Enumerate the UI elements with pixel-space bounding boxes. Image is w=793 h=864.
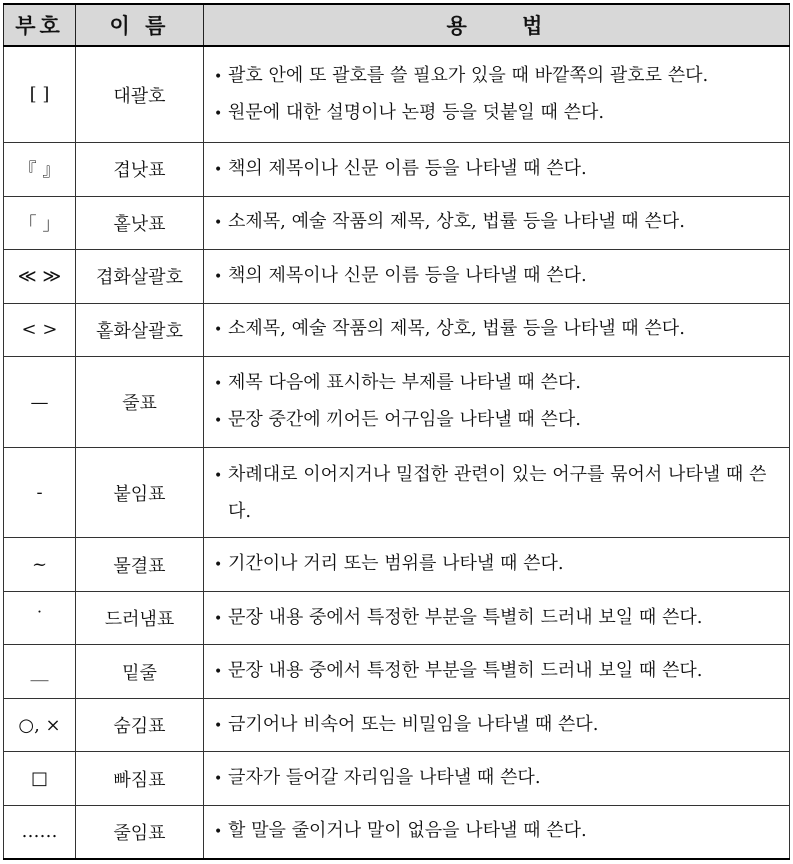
name-cell: 물결표 (76, 538, 204, 592)
symbol-cell: [ ] (4, 46, 76, 143)
usage-text: 소제목, 예술 작품의 제목, 상호, 법률 등을 나타낼 때 쓴다. (228, 211, 685, 233)
bullet-icon: • (214, 322, 223, 339)
usage-text: 문장 내용 중에서 특정한 부분을 특별히 드러내 보일 때 쓴다. (228, 606, 703, 628)
usage-item (214, 402, 781, 439)
name-cell: 줄임표 (76, 805, 204, 859)
name-cell: 줄표 (76, 357, 204, 448)
usage-item (214, 457, 781, 529)
usage-text: 책의 제목이나 신문 이름 등을 나타낼 때 쓴다. (228, 264, 587, 286)
punctuation-table-container (3, 3, 789, 860)
name-cell: 붙임표 (76, 447, 204, 538)
usage-item (214, 204, 781, 241)
table-row (4, 303, 790, 357)
usage-text: 금기어나 비속어 또는 비밀임을 나타낼 때 쓴다. (228, 713, 599, 735)
table-row (4, 645, 790, 699)
name-cell: 겹화살괄호 (76, 250, 204, 304)
bullet-icon: • (214, 717, 223, 734)
usage-item (214, 760, 781, 797)
usage-text: 할 말을 줄이거나 말이 없음을 나타낼 때 쓴다. (228, 820, 587, 842)
bullet-icon: • (214, 557, 223, 574)
usage-text: 차례대로 이어지거나 밀접한 관련이 있는 어구를 묶어서 나타낼 때 쓴다. (228, 463, 767, 522)
bullet-icon: • (214, 413, 223, 429)
usage-item (214, 546, 781, 583)
usage-cell (204, 303, 790, 357)
header-symbol: 부호 (4, 4, 76, 46)
table-row (4, 752, 790, 806)
usage-cell (204, 591, 790, 645)
name-cell: 빠짐표 (76, 752, 204, 806)
usage-cell (204, 538, 790, 592)
bullet-icon: • (214, 161, 223, 178)
usage-cell (204, 805, 790, 859)
bullet-icon: • (214, 376, 223, 392)
table-row (4, 46, 790, 143)
table-body (4, 46, 790, 859)
symbol-cell: ≪ ≫ (4, 250, 76, 304)
usage-item (214, 58, 781, 95)
usage-cell (204, 143, 790, 197)
usage-text: 괄호 안에 또 괄호를 쓸 필요가 있을 때 바깥쪽의 괄호로 쓴다. (228, 64, 709, 86)
usage-item (214, 653, 781, 690)
symbol-cell: - (4, 447, 76, 538)
usage-item (214, 600, 781, 637)
usage-cell (204, 250, 790, 304)
usage-item (214, 813, 781, 850)
table-row (4, 196, 790, 250)
symbol-cell: …… (4, 805, 76, 859)
usage-text: 원문에 대한 설명이나 논평 등을 덧붙일 때 쓴다. (228, 101, 605, 123)
bullet-icon: • (214, 215, 223, 232)
bullet-icon: • (214, 771, 223, 788)
bullet-icon: • (214, 105, 223, 122)
table-row (4, 357, 790, 448)
usage-text: 기간이나 거리 또는 범위를 나타낼 때 쓴다. (228, 553, 564, 575)
symbol-cell: □ (4, 752, 76, 806)
usage-item (214, 95, 781, 132)
usage-text: 책의 제목이나 신문 이름 등을 나타낼 때 쓴다. (228, 157, 587, 179)
table-row (4, 805, 790, 859)
usage-item (214, 151, 781, 188)
name-cell: 숨김표 (76, 698, 204, 752)
name-cell: 대괄호 (76, 46, 204, 143)
table-row (4, 447, 790, 538)
usage-cell (204, 698, 790, 752)
usage-item (214, 311, 781, 348)
usage-text: 문장 내용 중에서 특정한 부분을 특별히 드러내 보일 때 쓴다. (228, 660, 703, 682)
usage-cell (204, 752, 790, 806)
table-row (4, 250, 790, 304)
symbol-cell: ˙ (4, 591, 76, 645)
bullet-icon: • (214, 664, 223, 681)
bullet-icon: • (214, 68, 223, 85)
symbol-cell: 「 」 (4, 196, 76, 250)
usage-item (214, 258, 781, 295)
usage-cell (204, 447, 790, 538)
usage-item (214, 707, 781, 744)
header-name: 이 름 (76, 4, 204, 46)
symbol-cell: ~ (4, 538, 76, 592)
usage-cell (204, 46, 790, 143)
usage-cell (204, 196, 790, 250)
name-cell: 홑낫표 (76, 196, 204, 250)
bullet-icon: • (214, 824, 223, 841)
name-cell: 드러냄표 (76, 591, 204, 645)
header-row (4, 4, 790, 46)
name-cell: 홑화살괄호 (76, 303, 204, 357)
symbol-cell: __ (4, 645, 76, 699)
table-row (4, 591, 790, 645)
name-cell: 겹낫표 (76, 143, 204, 197)
bullet-icon: • (214, 268, 223, 285)
symbol-cell: 『 』 (4, 143, 76, 197)
usage-cell (204, 645, 790, 699)
usage-text: 소제목, 예술 작품의 제목, 상호, 법률 등을 나타낼 때 쓴다. (228, 318, 685, 340)
usage-text: 제목 다음에 표시하는 부제를 나타낼 때 쓴다. (228, 372, 582, 393)
usage-text: 글자가 들어갈 자리임을 나타낼 때 쓴다. (228, 767, 541, 789)
bullet-icon: • (214, 467, 223, 484)
table-header (4, 4, 790, 46)
usage-item (214, 365, 781, 402)
usage-cell (204, 357, 790, 448)
usage-text: 문장 중간에 끼어든 어구임을 나타낼 때 쓴다. (228, 409, 582, 430)
bullet-icon: • (214, 610, 223, 627)
symbol-cell: — (4, 357, 76, 448)
symbol-cell: < > (4, 303, 76, 357)
table-row (4, 143, 790, 197)
symbol-cell: ○, × (4, 698, 76, 752)
table-row (4, 538, 790, 592)
name-cell: 밑줄 (76, 645, 204, 699)
header-usage: 용 법 (204, 4, 790, 46)
punctuation-table (3, 3, 790, 860)
table-row (4, 698, 790, 752)
